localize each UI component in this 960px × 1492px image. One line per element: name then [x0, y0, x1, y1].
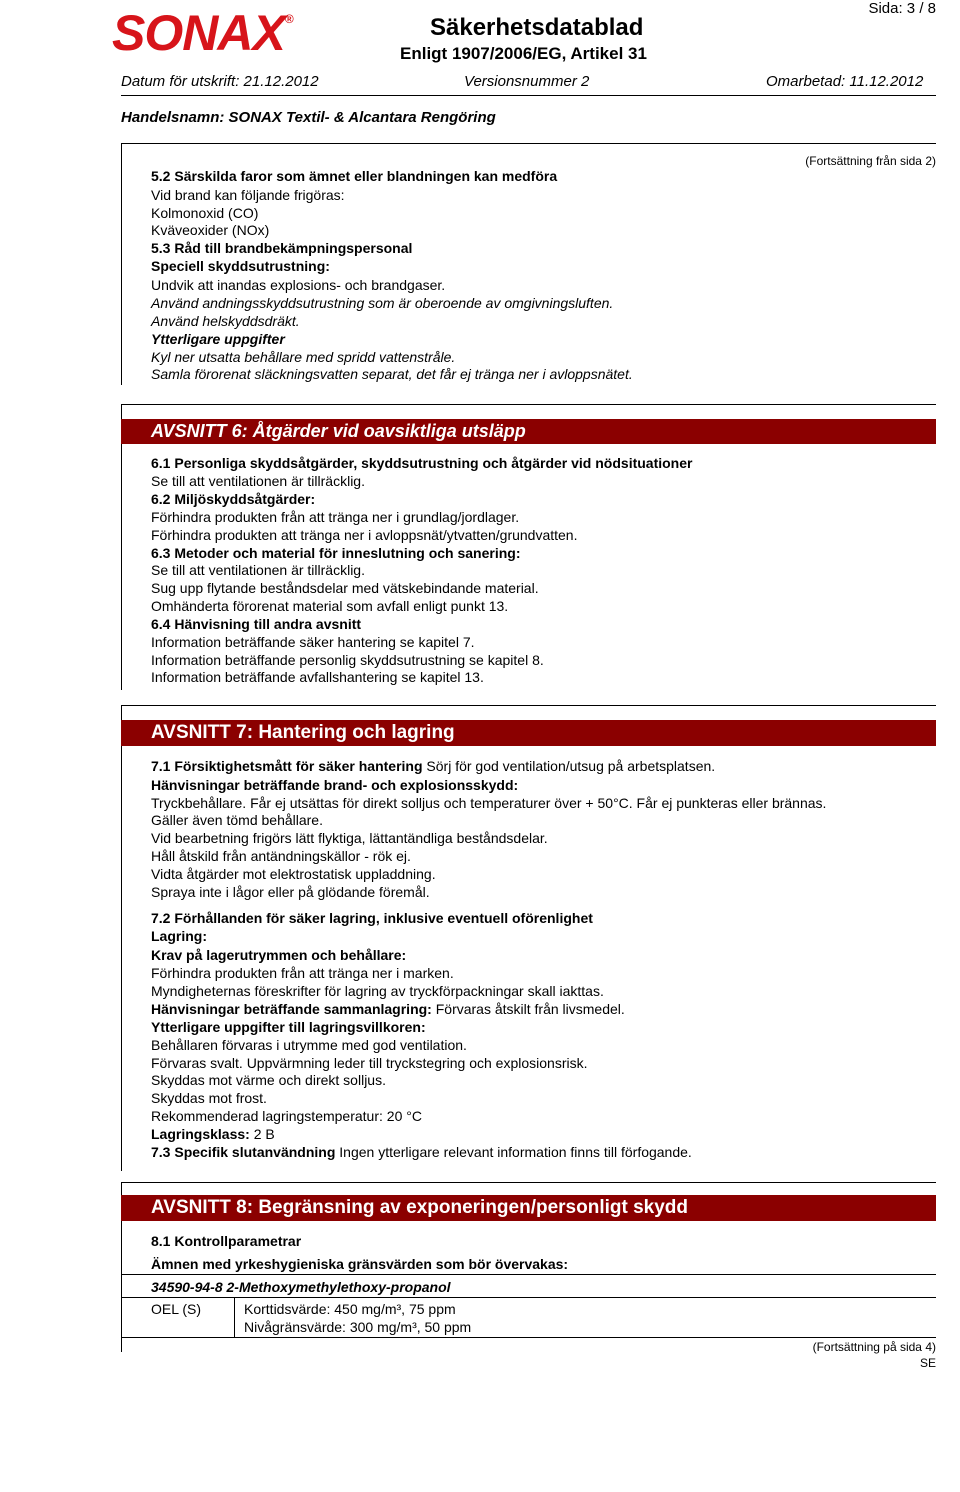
revised-date: Omarbetad: 11.12.2012: [766, 73, 924, 90]
text-line: Omhänderta förorenat material som avfall enligt punkt 13.: [151, 598, 509, 614]
text-line: Kyl ner utsatta behållare med spridd vattenstråle.: [151, 349, 456, 365]
text-line: Tryckbehållare. Får ej utsättas för direkt solljus och temperaturer över + 50°C. Får ej punkteras eller brännas.: [151, 795, 827, 811]
subheading: Hänvisningar beträffande brand- och explosionsskydd:: [151, 777, 519, 793]
text-inline: Ingen ytterligare relevant information finns till förfogande.: [335, 1144, 692, 1160]
registered-mark: ®: [284, 12, 293, 26]
heading-7-1: 7.1 Försiktighetsmått för säker hantering: [151, 758, 423, 774]
table-bottom-line: [121, 1337, 936, 1338]
text-line: Vid brand kan följande frigöras:: [151, 187, 345, 203]
document-title: Säkerhetsdatablad: [430, 14, 644, 41]
logo-text: SONAX: [112, 5, 285, 61]
text-line: Behållaren förvaras i utrymme med god ventilation.: [151, 1037, 467, 1053]
subheading: Krav på lagerutrymmen och behållare:: [151, 947, 407, 963]
subheading: Ytterligare uppgifter: [151, 331, 285, 347]
subheading: Lagring:: [151, 928, 207, 944]
subheading: Ytterligare uppgifter till lagringsvillkoren:: [151, 1019, 426, 1035]
tradename-divider: [121, 143, 936, 144]
text-line: Se till att ventilationen är tillräcklig.: [151, 562, 365, 578]
text-inline: Sörj för god ventilation/utsug på arbetsplatsen.: [422, 758, 716, 774]
text-inline: Förvaras åtskilt från livsmedel.: [431, 1001, 625, 1017]
heading-7-3-line: [151, 1144, 692, 1160]
section8-top-line: [121, 1182, 936, 1183]
page-number: Sida: 3 / 8: [868, 0, 936, 17]
heading-6-3: 6.3 Metoder och material för inneslutning och sanering:: [151, 545, 521, 561]
country-code: SE: [919, 1356, 936, 1370]
header-divider: [121, 95, 936, 96]
text-line: Information beträffande säker hantering se kapitel 7.: [151, 634, 475, 650]
subheading-line: [151, 1126, 275, 1142]
text-line: Information beträffande personlig skyddsutrustning se kapitel 8.: [151, 652, 544, 668]
subheading: Lagringsklass:: [151, 1126, 250, 1142]
section6-top-line: [121, 404, 936, 405]
table-top-line: [121, 1274, 936, 1275]
text-line: Skyddas mot värme och direkt solljus.: [151, 1072, 386, 1088]
section5-margin-line: [121, 144, 122, 385]
text-line: Spraya inte i lågor eller på glödande föremål.: [151, 884, 430, 900]
text-line: Förhindra produkten att tränga ner i avloppsnät/ytvatten/grundvatten.: [151, 527, 578, 543]
heading-8-1: 8.1 Kontrollparametrar: [151, 1233, 302, 1249]
text-line: Förhindra produkten från att tränga ner i grundlag/jordlager.: [151, 509, 520, 525]
text-line: Myndigheternas föreskrifter för lagring av tryckförpackningar skall iakttas.: [151, 983, 604, 999]
text-line: Information beträffande avfallshantering se kapitel 13.: [151, 669, 484, 685]
print-date: Datum för utskrift: 21.12.2012: [121, 73, 319, 90]
text-line: Se till att ventilationen är tillräcklig.: [151, 473, 365, 489]
continued-from: (Fortsättning från sida 2): [805, 154, 936, 168]
section7-margin-line: [121, 705, 122, 1171]
text-line: Kolmonoxid (CO): [151, 205, 259, 221]
subheading: Hänvisningar beträffande sammanlagring:: [151, 1001, 432, 1017]
sonax-logo: [112, 4, 293, 62]
continued-to: (Fortsättning på sida 4): [812, 1340, 936, 1354]
subheading: Speciell skyddsutrustning:: [151, 258, 330, 274]
text-line: Gäller även tömd behållare.: [151, 812, 323, 828]
heading-7-2: 7.2 Förhållanden för säker lagring, inklusive eventuell oförenlighet: [151, 910, 593, 926]
heading-6-4: 6.4 Hänvisning till andra avsnitt: [151, 616, 362, 632]
text-line: Vidta åtgärder mot elektrostatisk uppladdning.: [151, 866, 436, 882]
subheading-line: [151, 1001, 625, 1017]
oel-short-term: Korttidsvärde: 450 mg/m³, 75 ppm: [244, 1301, 456, 1317]
text-line: Använd helskyddsdräkt.: [151, 313, 300, 329]
text-line: Håll åtskild från antändningskällor - rök ej.: [151, 848, 411, 864]
heading-5-2: 5.2 Särskilda faror som ämnet eller blandningen kan medföra: [151, 168, 558, 184]
section8-title-bar: AVSNITT 8: Begränsning av exponeringen/personligt skydd: [121, 1195, 936, 1221]
section6-title-bar: AVSNITT 6: Åtgärder vid oavsiktliga utsläpp: [121, 419, 936, 444]
text-line: Skyddas mot frost.: [151, 1090, 267, 1106]
section6-margin-line: [121, 404, 122, 690]
section7-title-bar: AVSNITT 7: Hantering och lagring: [121, 720, 936, 746]
heading-7-1-line: [151, 758, 715, 774]
section7-top-line: [121, 705, 936, 706]
text-line: Kväveoxider (NOx): [151, 222, 270, 238]
substance-name: 34590-94-8 2-Methoxymethylethoxy-propanol: [151, 1279, 451, 1295]
text-line: Använd andningsskyddsutrustning som är oberoende av omgivningsluften.: [151, 295, 614, 311]
heading-5-3: 5.3 Råd till brandbekämpningspersonal: [151, 240, 413, 256]
heading-6-1: 6.1 Personliga skyddsåtgärder, skyddsutrustning och åtgärder vid nödsituationer: [151, 455, 693, 471]
text-line: Förvaras svalt. Uppvärmning leder till tryckstegring och explosionsrisk.: [151, 1055, 588, 1071]
oel-level: Nivågränsvärde: 300 mg/m³, 50 ppm: [244, 1319, 472, 1335]
heading-6-2: 6.2 Miljöskyddsåtgärder:: [151, 491, 316, 507]
table-mid-line: [121, 1297, 936, 1298]
text-line: Rekommenderad lagringstemperatur: 20 °C: [151, 1108, 422, 1124]
text-line: Vid bearbetning frigörs lätt flyktiga, lättantändliga beståndsdelar.: [151, 830, 548, 846]
document-subtitle: Enligt 1907/2006/EG, Artikel 31: [400, 44, 647, 63]
text-line: Sug upp flytande beståndsdelar med vätskebindande material.: [151, 580, 539, 596]
table-cell-divider: [234, 1297, 235, 1337]
heading-7-3: 7.3 Specifik slutanvändning: [151, 1144, 336, 1160]
subheading: Ämnen med yrkeshygieniska gränsvärden som bör övervakas:: [151, 1256, 569, 1272]
text-inline: 2 B: [249, 1126, 275, 1142]
text-line: Undvik att inandas explosions- och brandgaser.: [151, 277, 446, 293]
trade-name: Handelsnamn: SONAX Textil- & Alcantara Rengöring: [121, 109, 496, 126]
version-number: Versionsnummer 2: [464, 73, 590, 90]
text-line: Samla förorenat släckningsvatten separat, det får ej tränga ner i avloppsnätet.: [151, 366, 633, 382]
text-line: Förhindra produkten från att tränga ner i marken.: [151, 965, 454, 981]
oel-label: OEL (S): [151, 1301, 202, 1317]
